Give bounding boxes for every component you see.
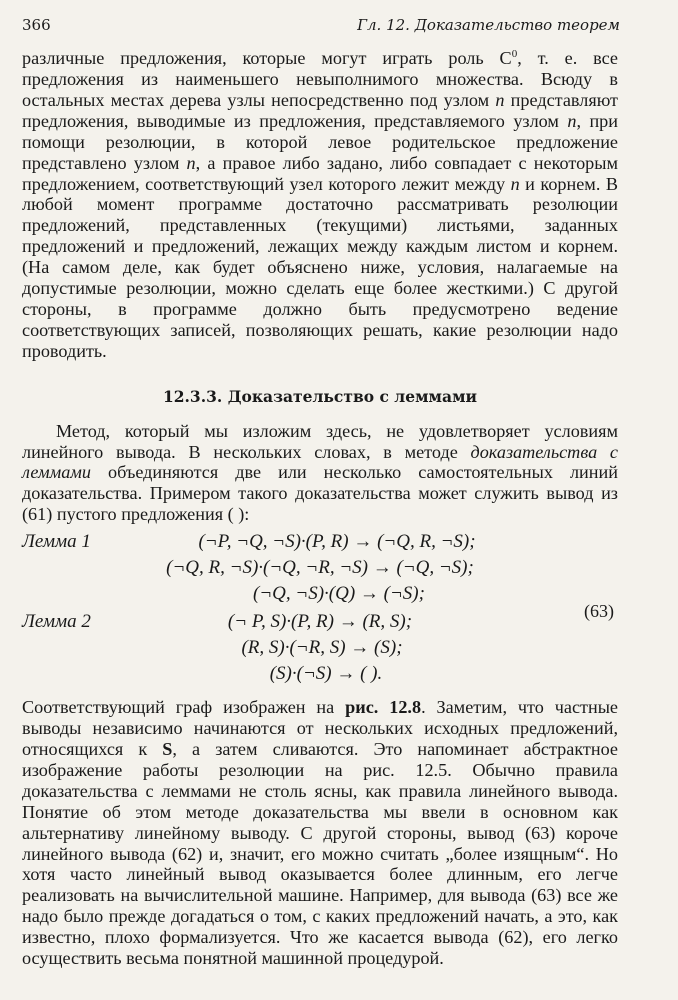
- text-run: Метод, который мы изложим здесь, не удовлетворяет условиям линейного вывода. В нескольких словах, в методе: [22, 420, 618, 462]
- text-run: и корнем. В любой момент программе достаточно рассматривать резолюции предложений, представленных (текущими) листьями, заданных предложений и предложений, лежащих между каждым листом и корнем. (На самом деле, как будет объяснено ниже, условия, налагаемые на допустимые резолюции, можно сделать еще более жесткими.) С другой стороны, в программе должно быть предусмотрено ведение соответствующих записей, позволяющих решать, какие резолюции надо проводить.: [22, 173, 618, 361]
- page-header: [22, 14, 618, 44]
- equation-number: (63): [584, 601, 614, 622]
- section-number: 12.3.3.: [162, 386, 223, 406]
- paragraph-2: [22, 421, 618, 526]
- var-n: n: [567, 110, 577, 131]
- formula-line: (¬P, ¬Q, ¬S)·(P, R) → (¬Q, R, ¬S);: [198, 531, 476, 553]
- running-title: Гл. 12. Доказательство теорем: [357, 16, 620, 34]
- formula-line: (S)·(¬S) → ( ).: [269, 663, 383, 685]
- text-run: объединяются две или несколько самостоятельных линий доказательства. Примером такого доказательства может служить вывод из (61) пустого предложения ( ):: [22, 462, 618, 525]
- text-run: , при помощи резолюции, в которой левое родительское предложение представлено узлом: [22, 110, 619, 173]
- paragraph-3: [22, 697, 618, 969]
- text-run: , а затем сливаются. Это напоминает абстрактное изображение работы резолюции на рис. 12.5. Обычно правила доказательства с леммами не столь ясны, как правила линейного вывода. Понятие об этом методе доказательства мы ввели в основном как альтернативу линейному выводу. С другой стороны, вывод (63) короче линейного вывода (62) и, значит, его можно считать „более изящным“. Но хотя часто линейный вывод оказывается более длинным, его легче реализовать на вычислительной машине. Например, для вывода (63) все же надо было прежде догадаться о том, с каких предложений начать, а это, как известно, плохо формализуется. Что же касается вывода (62), его легко осуществить весьма понятной машинной процедурой.: [22, 739, 618, 969]
- set-s: S: [162, 739, 173, 759]
- text-run: представляют предложения, выводимые из предложения, представляемого узлом: [22, 89, 618, 131]
- text-run: , а правое либо задано, либо совпадает с некоторым предложением, соответствующий узел которого лежит между: [22, 152, 618, 194]
- formula-line: (R, S)·(¬R, S) → (S);: [241, 637, 403, 659]
- text-run: , т. е. все предложения из наименьшего невыполнимого множества. Всюду в остальных местах дерева узлы непосредственно под узлом: [22, 48, 618, 110]
- term-lemma-proof: доказательства с леммами: [22, 441, 618, 483]
- figure-reference: рис. 12.8: [345, 697, 422, 718]
- section-title: Доказательство с леммами: [227, 386, 478, 406]
- text-run: различные предложения, которые могут играть роль C: [22, 48, 512, 69]
- lemma-1-label: Лемма 1: [22, 531, 91, 553]
- page-number: 366: [22, 16, 51, 34]
- var-n: n: [510, 173, 520, 194]
- formula-line: (¬ P, S)·(P, R) → (R, S);: [227, 611, 413, 633]
- section-heading: [22, 387, 618, 406]
- var-n: n: [186, 152, 196, 173]
- formula-line: (¬Q, ¬S)·(Q) → (¬S);: [253, 583, 425, 605]
- formula-block: [22, 527, 618, 689]
- text-run: Соответствующий граф изображен на: [22, 697, 346, 718]
- text-run: . Заметим, что частные выводы независимо начинаются от нескольких исходных предложений, относящихся к: [22, 697, 618, 759]
- superscript: 0: [511, 48, 518, 60]
- formula-line: (¬Q, R, ¬S)·(¬Q, ¬R, ¬S) → (¬Q, ¬S);: [166, 557, 474, 579]
- paragraph-1: [22, 44, 618, 362]
- var-n: n: [495, 89, 505, 110]
- lemma-2-label: Лемма 2: [22, 611, 91, 633]
- book-page: [22, 14, 618, 969]
